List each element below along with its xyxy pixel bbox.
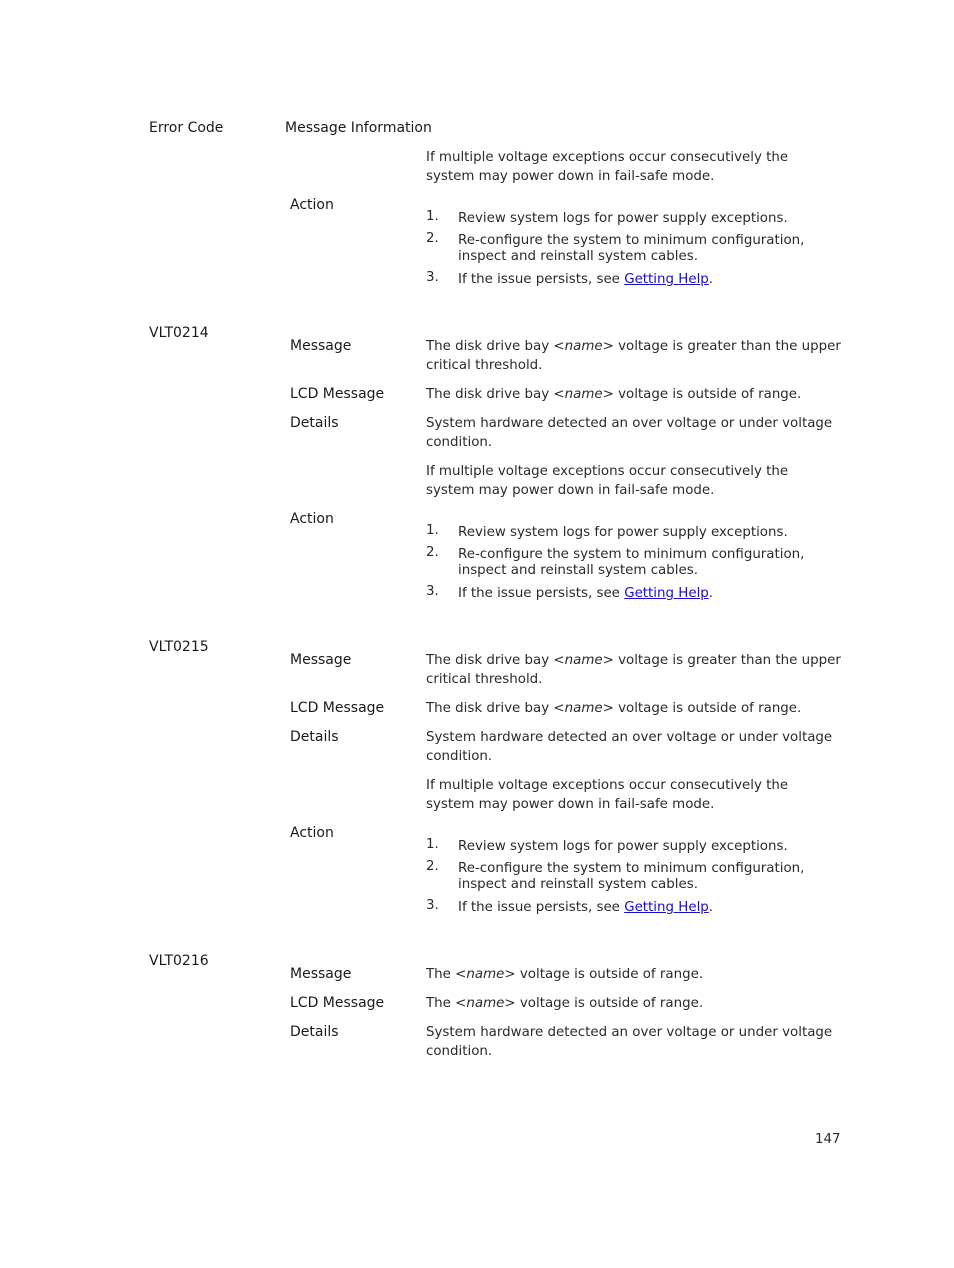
label-lcd-message: LCD Message	[290, 995, 385, 1011]
details-text: System hardware detected an over voltage or under voltage	[426, 730, 833, 745]
message-text: The <name> voltage is outside of range.	[426, 967, 704, 982]
details-text-cont: condition.	[426, 1044, 493, 1059]
step-number: 1.	[426, 209, 439, 224]
lcd-message-text: The disk drive bay <name> voltage is outside of range.	[426, 387, 802, 402]
step-number: 3.	[426, 898, 439, 913]
column-header-message-information: Message Information	[285, 120, 432, 136]
action-step-2-cont: inspect and reinstall system cables.	[458, 563, 698, 578]
lcd-message-text: The <name> voltage is outside of range.	[426, 996, 704, 1011]
error-code: VLT0216	[149, 953, 209, 969]
step-number: 3.	[426, 270, 439, 285]
details-text: System hardware detected an over voltage or under voltage	[426, 1025, 833, 1040]
action-step-2: Re-configure the system to minimum configuration,	[458, 861, 805, 876]
details-paragraph-line: system may power down in fail-safe mode.	[426, 483, 715, 498]
details-text-cont: condition.	[426, 749, 493, 764]
error-code: VLT0215	[149, 639, 209, 655]
step-number: 2.	[426, 231, 439, 246]
page-number: 147	[815, 1132, 841, 1147]
message-text: The disk drive bay <name> voltage is greater than the upper	[426, 339, 841, 354]
action-step-1: Review system logs for power supply exceptions.	[458, 211, 788, 226]
action-step-2-cont: inspect and reinstall system cables.	[458, 877, 698, 892]
details-paragraph-line: If multiple voltage exceptions occur consecutively the	[426, 150, 789, 165]
label-lcd-message: LCD Message	[290, 386, 385, 402]
label-details: Details	[290, 1024, 339, 1040]
message-text-cont: critical threshold.	[426, 672, 543, 687]
label-lcd-message: LCD Message	[290, 700, 385, 716]
action-step-2: Re-configure the system to minimum configuration,	[458, 547, 805, 562]
action-step-1: Review system logs for power supply exceptions.	[458, 839, 788, 854]
action-step-1: Review system logs for power supply exceptions.	[458, 525, 788, 540]
details-text-cont: condition.	[426, 435, 493, 450]
step-number: 1.	[426, 837, 439, 852]
details-paragraph-line: If multiple voltage exceptions occur consecutively the	[426, 778, 789, 793]
details-paragraph-line: system may power down in fail-safe mode.	[426, 169, 715, 184]
step-number: 3.	[426, 584, 439, 599]
getting-help-link[interactable]: Getting Help	[624, 586, 709, 601]
step-number: 2.	[426, 859, 439, 874]
label-message: Message	[290, 338, 352, 354]
getting-help-link[interactable]: Getting Help	[624, 900, 709, 915]
details-paragraph-line: If multiple voltage exceptions occur consecutively the	[426, 464, 789, 479]
label-action: Action	[290, 825, 334, 841]
label-details: Details	[290, 415, 339, 431]
message-text-cont: critical threshold.	[426, 358, 543, 373]
message-text: The disk drive bay <name> voltage is greater than the upper	[426, 653, 841, 668]
details-paragraph-line: system may power down in fail-safe mode.	[426, 797, 715, 812]
action-step-3: If the issue persists, see Getting Help.	[458, 586, 714, 601]
error-code: VLT0214	[149, 325, 209, 341]
step-number: 1.	[426, 523, 439, 538]
label-action: Action	[290, 511, 334, 527]
label-message: Message	[290, 966, 352, 982]
getting-help-link[interactable]: Getting Help	[624, 272, 709, 287]
column-header-error-code: Error Code	[149, 120, 224, 136]
action-step-2-cont: inspect and reinstall system cables.	[458, 249, 698, 264]
step-number: 2.	[426, 545, 439, 560]
label-action: Action	[290, 197, 334, 213]
action-step-3: If the issue persists, see Getting Help.	[458, 900, 714, 915]
lcd-message-text: The disk drive bay <name> voltage is outside of range.	[426, 701, 802, 716]
label-message: Message	[290, 652, 352, 668]
action-step-2: Re-configure the system to minimum configuration,	[458, 233, 805, 248]
details-text: System hardware detected an over voltage or under voltage	[426, 416, 833, 431]
label-details: Details	[290, 729, 339, 745]
action-step-3: If the issue persists, see Getting Help.	[458, 272, 714, 287]
